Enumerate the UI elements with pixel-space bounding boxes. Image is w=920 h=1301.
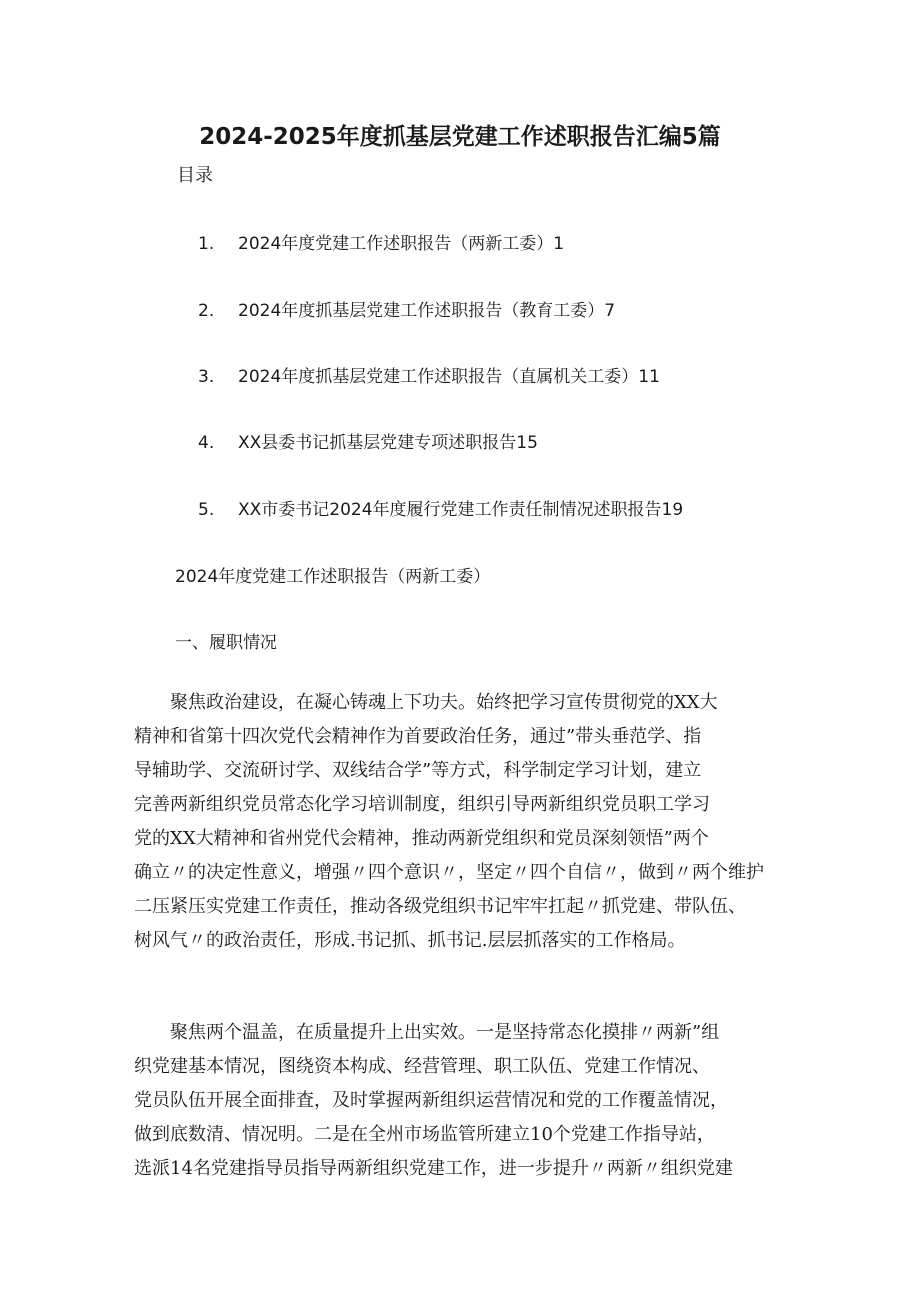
body-paragraph [134,686,794,958]
section-title: 2024年度党建工作述职报告（两新工委） [175,567,491,587]
paragraph-line: 党的XX大精神和省州党代会精神，推动两新党组织和党员深刻领悟”两个 [134,828,709,849]
toc-entry-number: 1. [198,234,215,254]
toc-entry-text: 2024年度抓基层党建工作述职报告（教育工委）7 [238,301,616,321]
toc-entry[interactable] [198,428,538,453]
toc-entry[interactable] [198,296,615,321]
toc-heading: 目录 [177,165,213,186]
toc-entry-number: 3. [198,367,215,387]
paragraph-line: 聚焦两个温盖，在质量提升上出实效。一是坚持常态化摸排〃两新”组 [134,1022,720,1043]
paragraph-line: 完善两新组织党员常态化学习培训制度，组织引导两新组织党员职工学习 [134,794,710,815]
toc-entry[interactable] [198,229,564,254]
body-paragraph [134,1016,794,1186]
section-heading: 一、履职情况 [175,633,277,653]
toc-entry-text: XX市委书记2024年度履行党建工作责任制情况述职报告19 [238,500,684,520]
paragraph-line: 确立〃的决定性意义，增强〃四个意识〃，坚定〃四个自信〃，做到〃两个维护 [134,862,764,883]
toc-entry-text: 2024年度抓基层党建工作述职报告（直属机关工委）11 [238,367,660,387]
document-title: 2024-2025年度抓基层党建工作述职报告汇编5篇 [199,124,721,150]
paragraph-line: 做到底数清、情况明。二是在全州市场监管所建立10个党建工作指导站， [134,1124,715,1145]
toc-entry-text: XX县委书记抓基层党建专项述职报告15 [238,433,538,453]
toc-entry-text: 2024年度党建工作述职报告（两新工委）1 [238,234,565,254]
toc-entry-number: 2. [198,301,215,321]
paragraph-line: 二压紧压实党建工作责任，推动各级党组织书记牢牢扛起〃抓党建、带队伍、 [134,896,746,917]
toc-entry-number: 4. [198,433,215,453]
paragraph-line: 选派14名党建指导员指导两新组织党建工作，进一步提升〃两新〃组织党建 [134,1158,733,1179]
toc-entry[interactable] [198,362,660,387]
paragraph-line: 树风气〃的政治责任，形成.书记抓、抓书记.层层抓落实的工作格局。 [134,930,686,951]
paragraph-line: 导辅助学、交流研讨学、双线结合学”等方式，科学制定学习计划，建立 [134,760,702,781]
paragraph-line: 织党建基本情况，图绕资本构成、经营管理、职工队伍、党建工作情况、 [134,1056,710,1077]
paragraph-line: 聚焦政治建设，在凝心铸魂上下功夫。始终把学习宣传贯彻党的XX大 [134,692,718,713]
toc-entry-number: 5. [198,500,215,520]
paragraph-line: 精神和省第十四次党代会精神作为首要政治任务，通过”带头垂范学、指 [134,726,702,747]
toc-entry[interactable] [198,495,683,520]
paragraph-line: 党员队伍开展全面排査，及时掌握两新组织运营情况和党的工作覆盖情况， [134,1090,728,1111]
